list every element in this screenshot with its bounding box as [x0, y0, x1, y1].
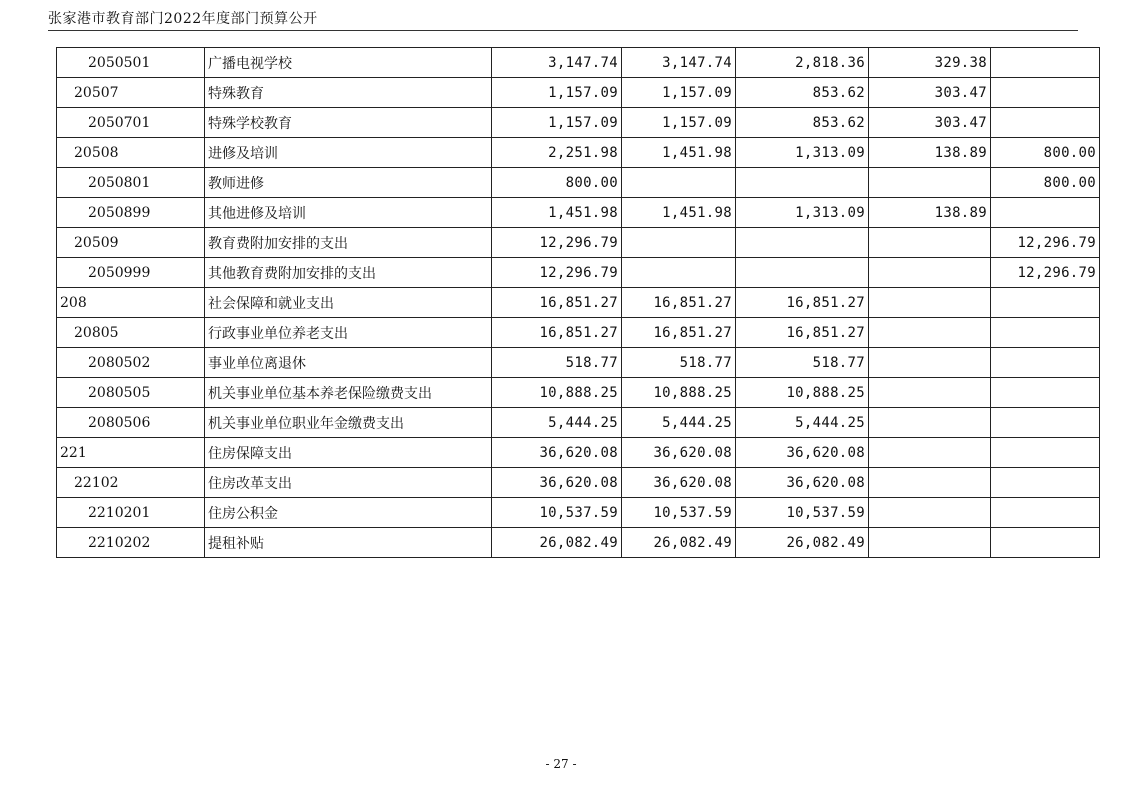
cell-project-expenditure — [991, 108, 1100, 138]
cell-public-expenditure — [869, 468, 991, 498]
cell-total: 1,157.09 — [492, 108, 622, 138]
cell-basic-expenditure — [622, 228, 736, 258]
table-row — [57, 138, 1100, 168]
cell-total: 36,620.08 — [492, 468, 622, 498]
cell-function-code: 2050899 — [57, 198, 205, 228]
cell-basic-expenditure: 10,537.59 — [622, 498, 736, 528]
cell-basic-expenditure: 16,851.27 — [622, 288, 736, 318]
cell-function-code: 2050701 — [57, 108, 205, 138]
cell-project-expenditure — [991, 468, 1100, 498]
cell-personnel-expenditure: 16,851.27 — [736, 318, 869, 348]
cell-public-expenditure — [869, 228, 991, 258]
cell-public-expenditure — [869, 438, 991, 468]
table-row — [57, 168, 1100, 198]
page-header-title: 张家港市教育部门2022年度部门预算公开 — [48, 11, 318, 27]
page-number: - 27 - — [545, 757, 577, 771]
cell-public-expenditure — [869, 408, 991, 438]
cell-public-expenditure: 329.38 — [869, 48, 991, 78]
cell-function-code: 2210202 — [57, 528, 205, 558]
table-row — [57, 378, 1100, 408]
cell-basic-expenditure: 26,082.49 — [622, 528, 736, 558]
cell-project-expenditure — [991, 378, 1100, 408]
cell-project-expenditure — [991, 498, 1100, 528]
cell-total: 3,147.74 — [492, 48, 622, 78]
table-row — [57, 498, 1100, 528]
budget-table — [56, 47, 1100, 558]
cell-basic-expenditure: 36,620.08 — [622, 438, 736, 468]
cell-function-code: 2050999 — [57, 258, 205, 288]
cell-basic-expenditure: 1,451.98 — [622, 198, 736, 228]
cell-project-expenditure: 12,296.79 — [991, 258, 1100, 288]
budget-table-body — [57, 48, 1100, 558]
cell-total: 12,296.79 — [492, 228, 622, 258]
cell-public-expenditure: 303.47 — [869, 108, 991, 138]
table-row — [57, 228, 1100, 258]
cell-basic-expenditure: 36,620.08 — [622, 468, 736, 498]
cell-public-expenditure — [869, 498, 991, 528]
cell-function-name: 特殊学校教育 — [205, 108, 492, 138]
cell-function-name: 行政事业单位养老支出 — [205, 318, 492, 348]
cell-basic-expenditure: 5,444.25 — [622, 408, 736, 438]
cell-public-expenditure: 138.89 — [869, 138, 991, 168]
cell-public-expenditure — [869, 168, 991, 198]
cell-function-code: 20508 — [57, 138, 205, 168]
table-row — [57, 288, 1100, 318]
cell-function-name: 教育费附加安排的支出 — [205, 228, 492, 258]
cell-function-name: 其他教育费附加安排的支出 — [205, 258, 492, 288]
cell-basic-expenditure — [622, 258, 736, 288]
cell-basic-expenditure: 1,157.09 — [622, 108, 736, 138]
cell-project-expenditure — [991, 438, 1100, 468]
cell-total: 16,851.27 — [492, 318, 622, 348]
cell-personnel-expenditure: 5,444.25 — [736, 408, 869, 438]
table-row — [57, 198, 1100, 228]
cell-project-expenditure — [991, 348, 1100, 378]
cell-personnel-expenditure: 1,313.09 — [736, 138, 869, 168]
table-row — [57, 108, 1100, 138]
cell-personnel-expenditure: 10,888.25 — [736, 378, 869, 408]
cell-function-code: 2050801 — [57, 168, 205, 198]
cell-function-name: 机关事业单位职业年金缴费支出 — [205, 408, 492, 438]
cell-personnel-expenditure: 36,620.08 — [736, 468, 869, 498]
cell-public-expenditure — [869, 378, 991, 408]
cell-function-code: 2080506 — [57, 408, 205, 438]
cell-function-name: 特殊教育 — [205, 78, 492, 108]
cell-total: 2,251.98 — [492, 138, 622, 168]
table-row — [57, 78, 1100, 108]
cell-personnel-expenditure: 26,082.49 — [736, 528, 869, 558]
table-row — [57, 468, 1100, 498]
cell-basic-expenditure: 518.77 — [622, 348, 736, 378]
cell-project-expenditure — [991, 528, 1100, 558]
table-row — [57, 258, 1100, 288]
cell-public-expenditure: 303.47 — [869, 78, 991, 108]
cell-public-expenditure — [869, 318, 991, 348]
cell-public-expenditure — [869, 528, 991, 558]
cell-function-code: 2210201 — [57, 498, 205, 528]
cell-personnel-expenditure: 853.62 — [736, 108, 869, 138]
cell-project-expenditure: 12,296.79 — [991, 228, 1100, 258]
cell-project-expenditure: 800.00 — [991, 168, 1100, 198]
cell-personnel-expenditure — [736, 168, 869, 198]
table-row — [57, 528, 1100, 558]
cell-total: 800.00 — [492, 168, 622, 198]
cell-function-name: 事业单位离退休 — [205, 348, 492, 378]
cell-function-name: 住房保障支出 — [205, 438, 492, 468]
cell-basic-expenditure: 1,451.98 — [622, 138, 736, 168]
cell-function-name: 提租补贴 — [205, 528, 492, 558]
cell-total: 10,888.25 — [492, 378, 622, 408]
cell-personnel-expenditure: 36,620.08 — [736, 438, 869, 468]
cell-function-name: 进修及培训 — [205, 138, 492, 168]
cell-project-expenditure — [991, 198, 1100, 228]
cell-function-name: 社会保障和就业支出 — [205, 288, 492, 318]
cell-personnel-expenditure: 518.77 — [736, 348, 869, 378]
cell-project-expenditure — [991, 288, 1100, 318]
table-row — [57, 408, 1100, 438]
cell-total: 5,444.25 — [492, 408, 622, 438]
cell-personnel-expenditure — [736, 258, 869, 288]
cell-function-name: 其他进修及培训 — [205, 198, 492, 228]
cell-function-name: 机关事业单位基本养老保险缴费支出 — [205, 378, 492, 408]
cell-project-expenditure — [991, 78, 1100, 108]
cell-basic-expenditure: 16,851.27 — [622, 318, 736, 348]
cell-basic-expenditure: 10,888.25 — [622, 378, 736, 408]
cell-function-code: 2050501 — [57, 48, 205, 78]
cell-basic-expenditure: 3,147.74 — [622, 48, 736, 78]
cell-total: 10,537.59 — [492, 498, 622, 528]
cell-total: 1,451.98 — [492, 198, 622, 228]
cell-total: 12,296.79 — [492, 258, 622, 288]
cell-function-code: 20805 — [57, 318, 205, 348]
cell-total: 36,620.08 — [492, 438, 622, 468]
cell-function-name: 教师进修 — [205, 168, 492, 198]
table-row — [57, 48, 1100, 78]
table-row — [57, 318, 1100, 348]
cell-project-expenditure — [991, 48, 1100, 78]
cell-public-expenditure — [869, 348, 991, 378]
cell-personnel-expenditure: 853.62 — [736, 78, 869, 108]
cell-personnel-expenditure: 2,818.36 — [736, 48, 869, 78]
cell-public-expenditure: 138.89 — [869, 198, 991, 228]
cell-project-expenditure: 800.00 — [991, 138, 1100, 168]
cell-total: 518.77 — [492, 348, 622, 378]
cell-personnel-expenditure: 10,537.59 — [736, 498, 869, 528]
cell-function-code: 2080502 — [57, 348, 205, 378]
cell-basic-expenditure — [622, 168, 736, 198]
header-divider — [48, 30, 1078, 31]
cell-function-name: 住房公积金 — [205, 498, 492, 528]
cell-function-name: 住房改革支出 — [205, 468, 492, 498]
cell-function-code: 221 — [57, 438, 205, 468]
cell-public-expenditure — [869, 288, 991, 318]
cell-function-code: 22102 — [57, 468, 205, 498]
cell-project-expenditure — [991, 318, 1100, 348]
cell-function-code: 20509 — [57, 228, 205, 258]
cell-public-expenditure — [869, 258, 991, 288]
cell-personnel-expenditure — [736, 228, 869, 258]
cell-project-expenditure — [991, 408, 1100, 438]
cell-function-code: 208 — [57, 288, 205, 318]
table-row — [57, 348, 1100, 378]
cell-personnel-expenditure: 16,851.27 — [736, 288, 869, 318]
cell-function-code: 2080505 — [57, 378, 205, 408]
cell-total: 16,851.27 — [492, 288, 622, 318]
cell-personnel-expenditure: 1,313.09 — [736, 198, 869, 228]
cell-function-name: 广播电视学校 — [205, 48, 492, 78]
table-row — [57, 438, 1100, 468]
cell-total: 1,157.09 — [492, 78, 622, 108]
cell-basic-expenditure: 1,157.09 — [622, 78, 736, 108]
cell-function-code: 20507 — [57, 78, 205, 108]
cell-total: 26,082.49 — [492, 528, 622, 558]
